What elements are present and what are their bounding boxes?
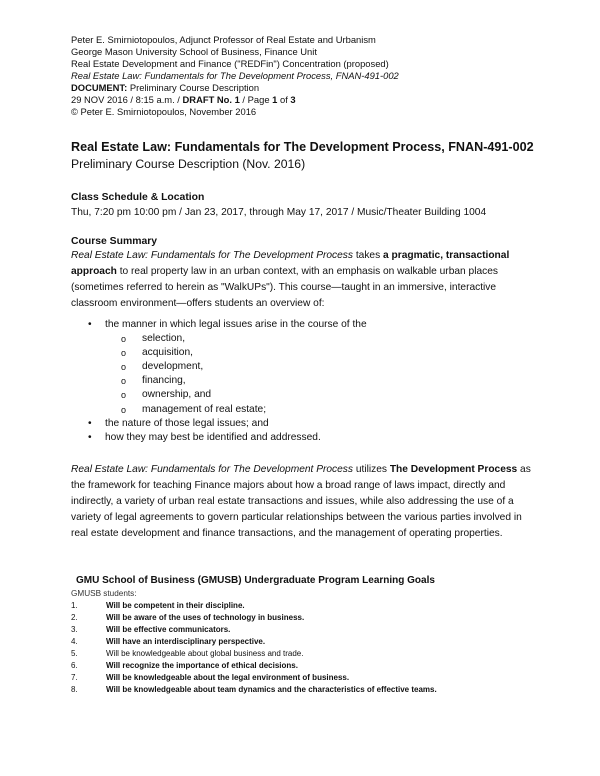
goals-intro: GMUSB students: xyxy=(71,589,137,598)
sub-list-item xyxy=(88,403,367,417)
summary-p1-bold: a pragmatic, transactional approach xyxy=(71,250,510,277)
header-concentration: Real Estate Development and Finance ("REDFin") Concentration (proposed) xyxy=(71,58,389,69)
header-page-number: 1 xyxy=(272,94,278,105)
bullet-text: how they may best be identified and addressed. xyxy=(105,431,321,443)
document-header xyxy=(71,34,541,118)
bullet-icon: • xyxy=(88,417,92,429)
list-item xyxy=(71,600,437,612)
list-item xyxy=(88,318,367,332)
goal-number: 1. xyxy=(71,601,78,610)
list-item xyxy=(71,684,437,696)
goal-number: 8. xyxy=(71,685,78,694)
goal-text: Will be knowledgeable about global business and trade. xyxy=(106,649,304,658)
list-item xyxy=(71,612,437,624)
summary-paragraph-1 xyxy=(71,248,541,312)
circle-bullet-icon: o xyxy=(121,334,127,345)
summary-p2-course-name: Real Estate Law: Fundamentals for The Development Process xyxy=(71,464,353,475)
sub-list-item xyxy=(88,374,367,388)
sub-list-item xyxy=(88,388,367,402)
list-item xyxy=(71,672,437,684)
list-item xyxy=(71,660,437,672)
header-page-total: 3 xyxy=(290,94,296,105)
summary-p1-course-name: Real Estate Law: Fundamentals for The Development Process xyxy=(71,250,353,261)
summary-p1-text-a: takes xyxy=(353,250,384,261)
sub-list-item xyxy=(88,346,367,360)
list-item xyxy=(71,636,437,648)
circle-bullet-icon: o xyxy=(121,404,127,415)
goals-list xyxy=(71,600,437,696)
header-copyright: © Peter E. Smirniotopoulos, November 2016 xyxy=(71,106,257,117)
document-subtitle: Preliminary Course Description (Nov. 2016) xyxy=(71,157,306,171)
header-document xyxy=(71,82,541,94)
summary-p2-bold: The Development Process xyxy=(389,464,518,475)
header-document-value: Preliminary Course Description xyxy=(127,82,260,93)
list-item xyxy=(88,417,367,431)
summary-p2-text-b: as the framework for teaching Finance majors about how a broad range of laws impact, directly and indirectly, a variety of urban real estate transactions and issues, while also addressing the use of a variety of legal agreements to govern particular relationships between the various parties involved in real estate development and finance transactions, and the management of operating properties. xyxy=(71,464,531,539)
goal-text: Will be knowledgeable about the legal environment of business. xyxy=(106,673,350,682)
goal-text: Will be competent in their discipline. xyxy=(106,601,245,610)
circle-bullet-icon: o xyxy=(121,362,127,373)
header-date-line xyxy=(71,94,541,106)
list-item xyxy=(71,648,437,660)
header-draft: DRAFT No. 1 xyxy=(182,94,240,105)
goal-number: 7. xyxy=(71,673,78,682)
summary-p1-text-b: to real property law in an urban context, with an emphasis on walkable urban places (sometimes referred to herein as "WalkUPs"). This course—taught in an immersive, interactive classroom environment—offers students an overview of: xyxy=(71,266,498,309)
bullet-text: the nature of those legal issues; and xyxy=(105,417,269,429)
summary-paragraph-2 xyxy=(71,462,541,542)
circle-bullet-icon: o xyxy=(121,348,127,359)
sub-item-text: management of real estate; xyxy=(142,403,267,415)
schedule-text: Thu, 7:20 pm 10:00 pm / Jan 23, 2017, through May 17, 2017 / Music/Theater Building 1004 xyxy=(71,207,487,218)
goal-number: 3. xyxy=(71,625,78,634)
circle-bullet-icon: o xyxy=(121,376,127,387)
sub-list-item xyxy=(88,332,367,346)
header-course: Real Estate Law: Fundamentals for The Development Process, FNAN-491-002 xyxy=(71,70,399,81)
bullet-icon: • xyxy=(88,319,92,330)
summary-bullet-list xyxy=(88,318,367,445)
summary-heading: Course Summary xyxy=(71,236,158,247)
sub-item-text: acquisition, xyxy=(142,347,193,359)
circle-bullet-icon: o xyxy=(121,390,127,401)
goal-number: 4. xyxy=(71,637,78,646)
summary-p2-text-a: utilizes xyxy=(353,464,390,475)
bullet-icon: • xyxy=(88,431,92,443)
goals-heading: GMU School of Business (GMUSB) Undergraduate Program Learning Goals xyxy=(76,575,435,586)
goal-text: Will be aware of the uses of technology in business. xyxy=(106,613,305,622)
header-author: Peter E. Smirniotopoulos, Adjunct Professor of Real Estate and Urbanism xyxy=(71,34,376,45)
sub-item-text: ownership, and xyxy=(142,389,212,401)
header-page-prefix: / Page xyxy=(239,94,273,105)
goal-text: Will have an interdisciplinary perspective. xyxy=(106,637,266,646)
sub-item-text: selection, xyxy=(142,333,186,345)
sub-list-item xyxy=(88,360,367,374)
document-title: Real Estate Law: Fundamentals for The Development Process, FNAN-491-002 xyxy=(71,140,534,154)
goal-text: Will be effective communicators. xyxy=(106,625,231,634)
goal-text: Will recognize the importance of ethical decisions. xyxy=(106,661,298,670)
header-school: George Mason University School of Business, Finance Unit xyxy=(71,46,317,57)
header-document-label: DOCUMENT: xyxy=(71,82,128,93)
goal-number: 2. xyxy=(71,613,78,622)
sub-item-text: financing, xyxy=(142,375,186,387)
bullet-text: the manner in which legal issues arise in the course of the xyxy=(105,319,367,330)
goal-number: 6. xyxy=(71,661,78,670)
goal-number: 5. xyxy=(71,649,78,658)
schedule-heading: Class Schedule & Location xyxy=(71,192,205,203)
sub-item-text: development, xyxy=(142,361,204,373)
header-page-of: of xyxy=(277,94,291,105)
list-item xyxy=(71,624,437,636)
list-item xyxy=(88,431,367,445)
header-date: 29 NOV 2016 / 8:15 a.m. / xyxy=(71,94,183,105)
goal-text: Will be knowledgeable about team dynamics and the characteristics of effective teams. xyxy=(106,685,437,694)
